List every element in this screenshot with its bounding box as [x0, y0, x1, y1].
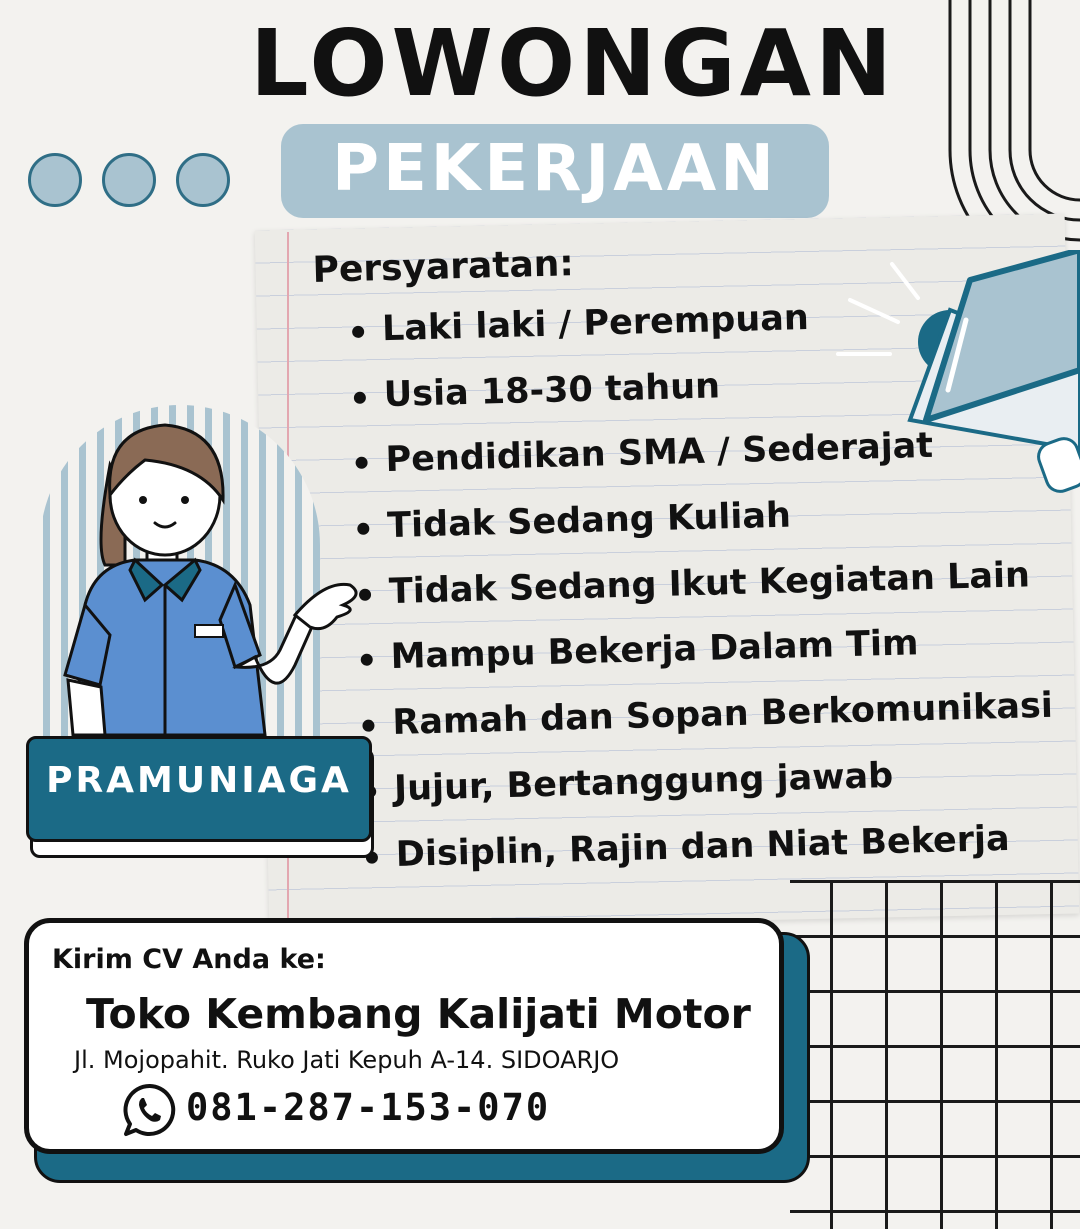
page-title: LOWONGAN — [250, 10, 896, 117]
list-item: Laki laki / Perempuan — [381, 283, 1074, 367]
dot-decoration — [102, 153, 156, 207]
dot-decoration — [28, 153, 82, 207]
requirements-heading: Persyaratan: — [312, 243, 575, 291]
page-subtitle: PEKERJAAN — [332, 132, 778, 206]
phone-number[interactable]: 081-287-153-070 — [186, 1086, 551, 1129]
list-item: Tidak Sedang Ikut Kegiatan Lain — [388, 546, 1080, 630]
grid-decoration — [790, 880, 1080, 1229]
dot-decoration — [176, 153, 230, 207]
list-item: Usia 18-30 tahun — [383, 349, 1076, 433]
shop-assistant-illustration — [25, 405, 370, 775]
company-name: Toko Kembang Kalijati Motor — [86, 990, 751, 1038]
company-address: Jl. Mojopahit. Ruko Jati Kepuh A-14. SIDOARJO — [74, 1046, 620, 1074]
requirements-list — [313, 283, 1080, 894]
whatsapp-icon — [122, 1082, 178, 1138]
list-item: Disiplin, Rajin dan Niat Bekerja — [395, 808, 1080, 892]
requirements-section — [312, 230, 1080, 894]
list-item: Ramah dan Sopan Berkomunikasi — [392, 677, 1080, 761]
position-label: PRAMUNIAGA — [46, 760, 352, 801]
list-item: Mampu Bekerja Dalam Tim — [390, 611, 1080, 695]
list-item: Tidak Sedang Kuliah — [387, 480, 1080, 564]
send-cv-label: Kirim CV Anda ke: — [52, 944, 326, 975]
list-item: Jujur, Bertanggung jawab — [393, 743, 1080, 827]
list-item: Pendidikan SMA / Sederajat — [385, 414, 1078, 498]
